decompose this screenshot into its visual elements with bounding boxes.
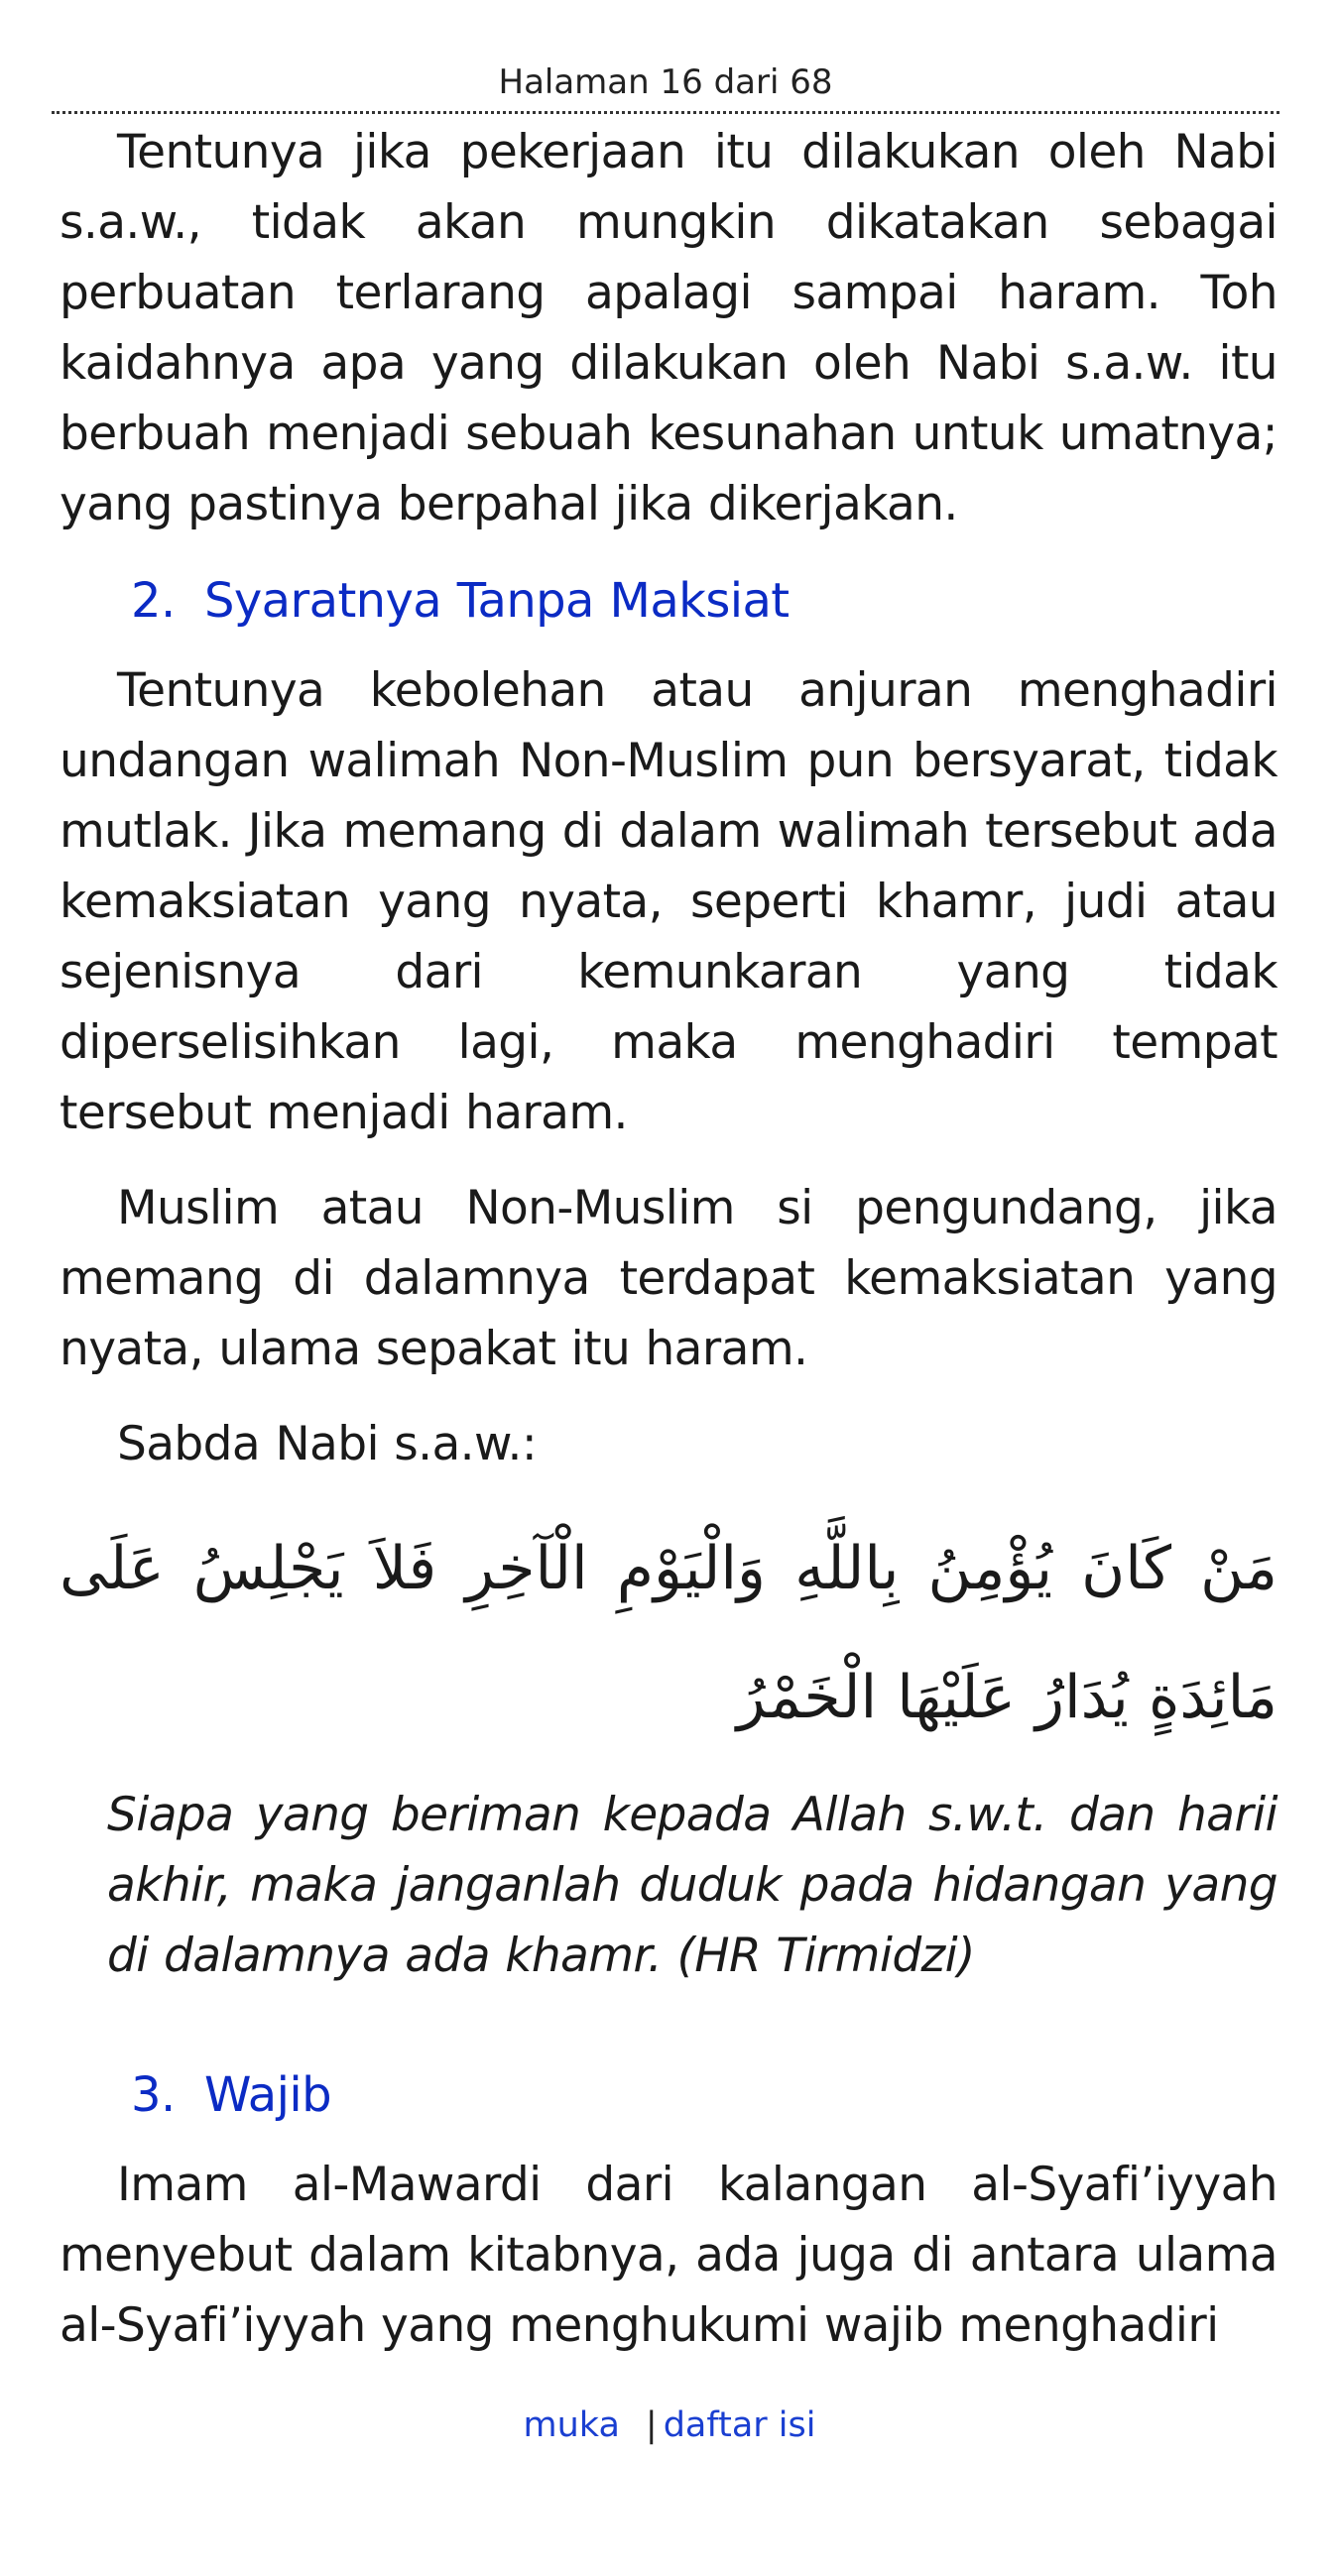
section-title: Syaratnya Tanpa Maksiat [204,573,790,629]
section-title: Wajib [204,2067,331,2123]
paragraph-1: Tentunya jika pekerjaan itu dilakukan oleh Nabi s.a.w., tidak akan mungkin dikatakan sebagai perbuatan terlarang apalagi sampai haram. Toh kaidahnya apa yang dilakukan oleh Nabi s.a.w. itu berbuah menjadi sebuah kesunahan untuk umatnya; yang pastinya berpahal jika dikerjakan. [60,125,1278,531]
footer-separator: | [645,2405,658,2445]
hadith-translation: Siapa yang beriman kepada Allah s.w.t. dan harii akhir, maka janganlah duduk pada hidangan yang di dalamnya ada khamr. (HR Tirmidzi) [107,1788,1278,1983]
hadith-arabic-text: مَنْ كَانَ يُؤْمِنُ بِاللَّهِ وَالْيَوْمِ الْآخِرِ فَلاَ يَجْلِسُ عَلَى مَائِدَةٍ يُدَارُ عَلَيْهَا الْخَمْرُ [60,1534,1278,1732]
paragraph-4: Sabda Nabi s.a.w.: [117,1417,538,1471]
section-heading-2 [60,564,1278,638]
paragraph-3: Muslim atau Non-Muslim si pengundang, jika memang di dalamnya terdapat kemaksiatan yang nyata, ulama sepakat itu haram. [60,1181,1278,1376]
table-of-contents-link[interactable]: daftar isi [663,2405,816,2445]
header-divider [52,111,1279,114]
paragraph-5: Imam al-Mawardi dari kalangan al-Syafi’iyyah menyebut dalam kitabnya, ada juga di antara ulama al-Syafi’iyyah yang menghukumi wajib menghadiri [60,2158,1278,2353]
section-heading-3 [60,2058,1278,2132]
footer-nav [0,2403,1339,2447]
home-link[interactable]: muka [523,2405,620,2445]
paragraph-2: Tentunya kebolehan atau anjuran menghadiri undangan walimah Non-Muslim pun bersyarat, tidak mutlak. Jika memang di dalam walimah tersebut ada kemaksiatan yang nyata, seperti khamr, judi atau sejenisnya dari kemunkaran yang tidak diperselisihkan lagi, maka menghadiri tempat tersebut menjadi haram. [60,663,1278,1140]
section-number: 2. [131,573,176,629]
section-number: 3. [131,2067,176,2123]
page-indicator: Halaman 16 dari 68 [498,62,833,102]
page-content [60,117,1278,2386]
